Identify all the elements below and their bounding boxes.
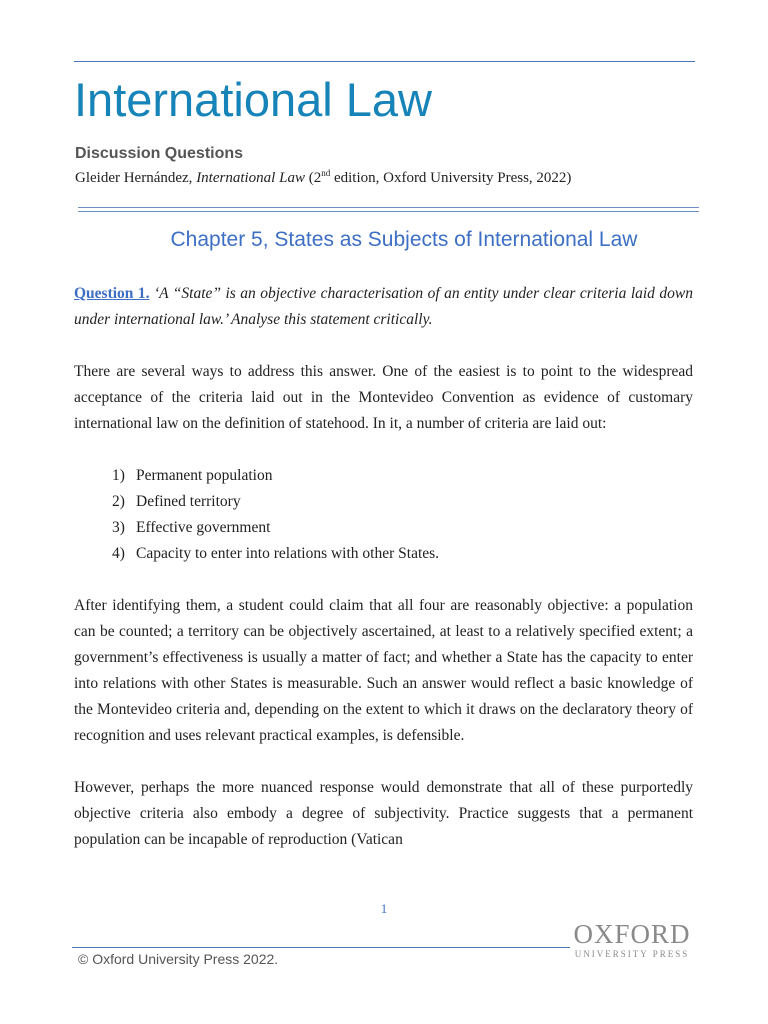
citation-open: (2 [304, 170, 322, 186]
copyright-notice: © Oxford University Press 2022. [78, 951, 279, 967]
list-item-text: Effective government [136, 519, 271, 536]
list-item-number: 2) [112, 493, 125, 510]
list-item-text: Defined territory [136, 493, 241, 510]
list-item [74, 541, 693, 567]
answer-paragraph-1: There are several ways to address this answer. One of the easiest is to point to the widespread acceptance of the criteria laid out in the Montevideo Convention as evidence of customary international law on the definition of statehood. In it, a number of criteria are laid out: [74, 363, 693, 432]
list-item-text: Permanent population [136, 467, 273, 484]
document-title: International Law [74, 73, 432, 126]
header-double-rule [78, 207, 699, 212]
question-link[interactable]: Question 1. [74, 285, 150, 302]
logo-subline: UNIVERSITY PRESS [574, 949, 690, 959]
criteria-list [74, 463, 693, 567]
document-subtitle: Discussion Questions [75, 145, 244, 162]
footer-rule [72, 947, 570, 948]
citation-book-title: International Law [196, 170, 305, 186]
list-item-number: 1) [112, 467, 125, 484]
document-body [74, 281, 693, 879]
oxford-logo [568, 920, 696, 960]
logo-wordmark: OXFORD [573, 919, 691, 949]
list-item [74, 489, 693, 515]
answer-paragraph-2: After identifying them, a student could claim that all four are reasonably objective: a population can be counted; a territory can be objectively ascertained, at least to a relatively specified extent; a government’s effectiveness is usually a matter of fact; and whether a State has the capacity to enter into relations with other States is measurable. Such an answer would reflect a basic knowledge of the Montevideo criteria and, depending on the extent to which it draws on the declaratory theory of recognition and uses relevant practical examples, is defensible. [74, 597, 693, 744]
citation-author: Gleider Hernández, [75, 170, 197, 186]
question-paragraph [74, 281, 693, 333]
list-item [74, 463, 693, 489]
question-text: ‘A “State” is an objective characterisation of an entity under clear criteria laid down under international law.’ Analyse this statement critically. [74, 285, 693, 328]
chapter-heading: Chapter 5, States as Subjects of International Law [170, 228, 638, 251]
top-rule [74, 61, 695, 62]
book-citation [75, 167, 571, 189]
citation-ordinal: nd [321, 168, 331, 178]
list-item-number: 4) [112, 545, 125, 562]
answer-paragraph-3: However, perhaps the more nuanced response would demonstrate that all of these purportedly objective criteria also embody a degree of subjectivity. Practice suggests that a permanent population can be incapable of reproduction (Vatican [74, 779, 693, 848]
list-item [74, 515, 693, 541]
citation-rest: edition, Oxford University Press, 2022) [330, 170, 572, 186]
list-item-text: Capacity to enter into relations with other States. [136, 545, 440, 562]
list-item-number: 3) [112, 519, 125, 536]
page-number: 1 [380, 901, 388, 916]
